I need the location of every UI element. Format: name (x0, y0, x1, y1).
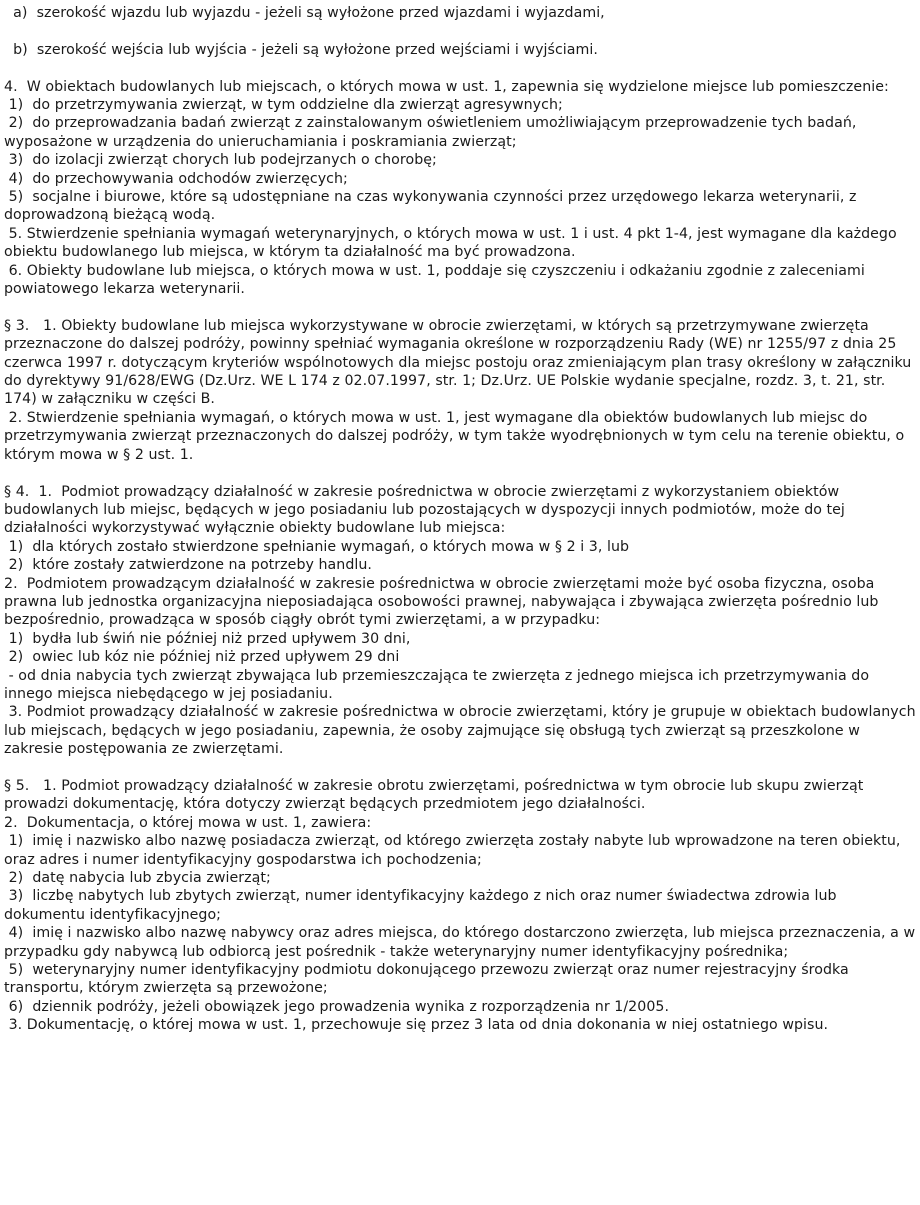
section-3-paragraph-2: 2. Stwierdzenie spełniania wymagań, o których mowa w ust. 1, jest wymagane dla obiektów budowlanych lub miejsc do przetrzymywania zwierząt przeznaczonych do dalszej podróży, w tym także wyodrębnionych w tym celu na terenie obiektu, o którym mowa w § 2 ust. 1. (4, 409, 909, 463)
section-5-paragraph-2-point-1: 1) imię i nazwisko albo nazwę posiadacza zwierząt, od którego zwierzęta zostały nabyte lub wprowadzone na teren obiektu, oraz adres i numer identyfikacyjny gospodarstwa ich pochodzenia; (4, 833, 906, 868)
section-4-paragraph-2-point-2: 2) owiec lub kóz nie później niż przed upływem 29 dni (4, 649, 400, 666)
section-4-paragraph-2-tail: - od dnia nabycia tych zwierząt zbywająca lub przemieszczająca te zwierzęta z jednego miejsca ich przetrzymywania do innego miejsca niebędącego w jej posiadaniu. (4, 667, 874, 702)
paragraph-4-point-3: 3) do izolacji zwierząt chorych lub podejrzanych o chorobę; (4, 152, 437, 169)
paragraph-6: 6. Obiekty budowlane lub miejsca, o których mowa w ust. 1, poddaje się czyszczeniu i odkażaniu zgodnie z zaleceniami powiatowego lekarza weterynarii. (4, 262, 870, 298)
spacer (4, 759, 916, 777)
paragraph-4-point-2: 2) do przeprowadzania badań zwierząt z zainstalowanym oświetleniem umożliwiającym przeprowadzenie tych badań, wyposażone w urządzenia do unieruchamiania i poskramiania zwierząt; (4, 115, 862, 150)
section-5-paragraph-3: 3. Dokumentację, o której mowa w ust. 1, przechowuje się przez 3 lata od dnia dokonania w niej ostatniego wpisu. (4, 1017, 829, 1034)
spacer (4, 464, 916, 482)
section-5-paragraph-2-point-4: 4) imię i nazwisko albo nazwę nabywcy oraz adres miejsca, do którego dostarczono zwierzęta, lub miejsca przeznaczenia, a w przypadku gdy nabywcą lub odbiorcą jest pośrednik - także weterynaryjny numer identyfikacyjny pośrednika; (4, 925, 920, 960)
paragraph-4-point-5: 5) socjalne i biurowe, które są udostępniane na czas wykonywania czynności przez urzędowego lekarza weterynarii, z doprowadzoną bieżącą wodą. (4, 189, 862, 224)
section-5-paragraph-2-point-3: 3) liczbę nabytych lub zbytych zwierząt, numer identyfikacyjny każdego z nich oraz numer świadectwa zdrowia lub dokumentu identyfikacyjnego; (4, 888, 842, 923)
paragraph-4-intro: 4. W obiektach budowlanych lub miejscach, o których mowa w ust. 1, zapewnia się wydzielone miejsce lub pomieszczenie: (4, 78, 889, 95)
section-5-paragraph-2-point-2: 2) datę nabycia lub zbycia zwierząt; (4, 870, 271, 887)
section-4-paragraph-2: 2. Podmiotem prowadzącym działalność w zakresie pośrednictwa w obrocie zwierzętami może być osoba fizyczna, osoba prawna lub jednostka organizacyjna nieposiadająca osobowości prawnej, nabywająca i zbywająca zwierzęta pośrednio lub bezpośrednio, prowadząca w sposób ciągły obrót tymi zwierzętami, a w przypadku: (4, 575, 884, 629)
spacer (4, 59, 916, 77)
section-5-paragraph-2: 2. Dokumentacja, o której mowa w ust. 1, zawiera: (4, 814, 372, 831)
section-4-paragraph-1-point-1: 1) dla których zostało stwierdzone spełnianie wymagań, o których mowa w § 2 i 3, lub (4, 538, 630, 555)
document-body (4, 4, 920, 1035)
section-4-paragraph-3: 3. Podmiot prowadzący działalność w zakresie pośrednictwa w obrocie zwierzętami, który je grupuje w obiektach budowlanych lub miejscach, będących w jego posiadaniu, zapewnia, że osoby zajmujące się obsługą tych zwierząt są przeszkolone w zakresie postępowania ze zwierzętami. (4, 704, 920, 758)
section-4-paragraph-2-point-1: 1) bydła lub świń nie później niż przed upływem 30 dni, (4, 630, 411, 647)
section-4-paragraph-1-point-2: 2) które zostały zatwierdzone na potrzeby handlu. (4, 557, 372, 574)
paragraph-5: 5. Stwierdzenie spełniania wymagań weterynaryjnych, o których mowa w ust. 1 i ust. 4 pkt 1-4, jest wymagane dla każdego obiektu budowlanego lub miejsca, w którym ta działalność ma być prowadzona. (4, 225, 902, 261)
section-5-paragraph-2-point-6: 6) dziennik podróży, jeżeli obowiązek jego prowadzenia wynika z rozporządzenia nr 1/2005. (4, 998, 670, 1015)
section-5-paragraph-2-point-5: 5) weterynaryjny numer identyfikacyjny podmiotu dokonującego przewozu zwierząt oraz numer rejestracyjny środka transportu, którym zwierzęta są przewożone; (4, 962, 854, 997)
paragraph-4-point-4: 4) do przechowywania odchodów zwierzęcych; (4, 170, 348, 187)
section-5-paragraph-1: § 5. 1. Podmiot prowadzący działalność w zakresie obrotu zwierzętami, pośrednictwa w tym obrocie lub skupu zwierząt prowadzi dokumentację, która dotyczy zwierząt będących przedmiotem jego działalności. (4, 777, 868, 813)
item-a-line: a) szerokość wjazdu lub wyjazdu - jeżeli są wyłożone przed wjazdami i wyjazdami, (4, 5, 605, 21)
section-4-paragraph-1: § 4. 1. Podmiot prowadzący działalność w zakresie pośrednictwa w obrocie zwierzętami z wykorzystaniem obiektów budowlanych lub miejsc, będących w jego posiadaniu lub pozostających w dyspozycji innych podmiotów, może do tej działalności wykorzystywać wyłącznie obiekty budowlane lub miejsca: (4, 483, 850, 537)
paragraph-4-point-1: 1) do przetrzymywania zwierząt, w tym oddzielne dla zwierząt agresywnych; (4, 97, 563, 113)
item-b-line: b) szerokość wejścia lub wyjścia - jeżeli są wyłożone przed wejściami i wyjściami. (4, 41, 598, 58)
spacer (4, 298, 916, 316)
spacer (4, 22, 916, 40)
section-3-paragraph-1: § 3. 1. Obiekty budowlane lub miejsca wykorzystywane w obrocie zwierzętami, w których są przetrzymywane zwierzęta przeznaczone do dalszej podróży, powinny spełniać wymagania określone w rozporządzeniu Rady (WE) nr 1255/97 z dnia 25 czerwca 1997 r. dotyczącym kryteriów wspólnotowych dla miejsc postoju oraz zmieniającym plan trasy określony w załączniku do dyrektywy 91/628/EWG (Dz.Urz. WE L 174 z 02.07.1997, str. 1; Dz.Urz. UE Polskie wydanie specjalne, rozdz. 3, t. 21, str. 174) w załączniku w części B. (4, 317, 916, 408)
